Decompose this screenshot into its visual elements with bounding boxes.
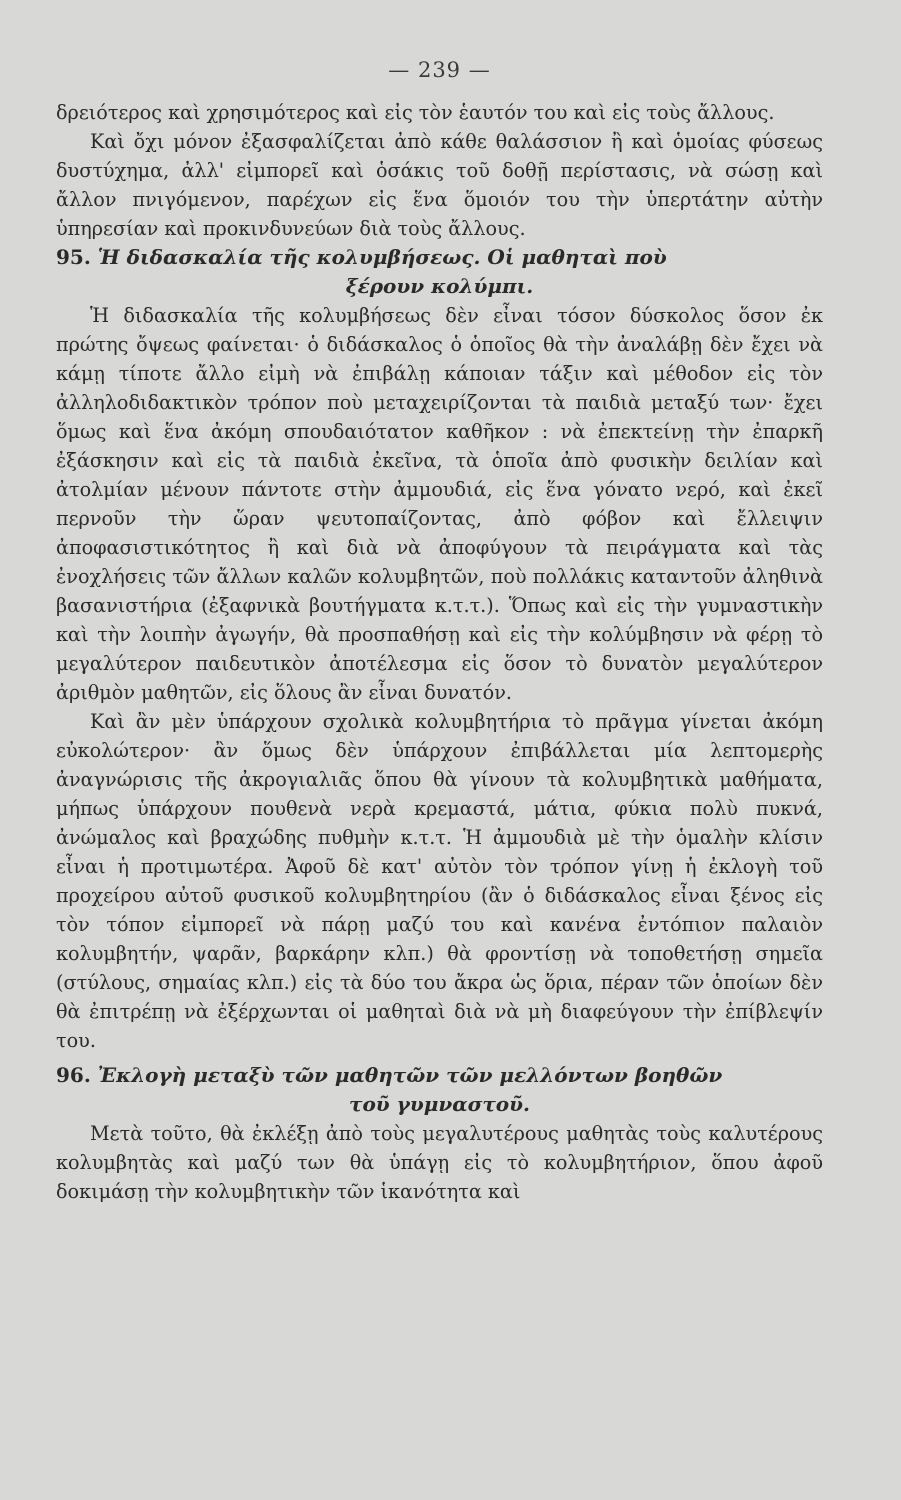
heading-96-line2: τοῦ γυμναστοῦ. [348, 1092, 530, 1116]
paragraph-pools: Καὶ ἂν μὲν ὑπάρχουν σχολικὰ κολυμβητήρια τὸ πρᾶγμα γίνεται ἀκόμη εὐκολώτερον· ἂν ὅμως δὲν ὑπάρχουν ἐπιβάλλεται μία λεπτομερὴς ἀναγνώρισις τῆς ἀκρογιαλιᾶς ὅπου θὰ γίνουν τὰ κολυμβητικὰ μαθήματα, μήπως ὑπάρχουν πουθενὰ νερὰ κρεμαστά, μάτια, φύκια πολὺ πυκνά, ἀνώμαλος καὶ βραχώδης πυθμὴν κ.τ.τ. Ἡ ἀμμουδιὰ μὲ τὴν ὁμαλὴν κλίσιν εἶναι ἡ προτιμωτέρα. Ἀφοῦ δὲ κατ' αὐτὸν τὸν τρόπον γίνῃ ἡ ἐκλογὴ τοῦ προχείρου αὐτοῦ φυσικοῦ κολυμβητηρίου (ἂν ὁ διδάσκαλος εἶναι ξένος εἰς τὸν τόπον εἰμπορεῖ νὰ πάρῃ μαζύ του καὶ κανένα ἐντόπιον παλαιὸν κολυμβητήν, ψαρᾶν, βαρκάρην κλπ.) θὰ φροντίσῃ νὰ τοποθετήσῃ σημεῖα (στύλους, σημαίας κλπ.) εἰς τὰ δύο του ἄκρα ὡς ὅρια, πέραν τῶν ὁποίων δὲν θὰ ἐπιτρέπῃ νὰ ἐξέρχωνται οἱ μαθηταὶ διὰ νὰ μὴ διαφεύγουν τὴν ἐπίβλεψίν του. [56, 710, 823, 1052]
paragraph-continuation: δρειότερος καὶ χρησιμότερος καὶ εἰς τὸν ἑαυτόν του καὶ εἰς τοὺς ἄλλους. [56, 101, 775, 124]
paragraph-teaching: Ἡ διδασκαλία τῆς κολυμβήσεως δὲν εἶναι τόσον δύσκολος ὅσον ἐκ πρώτης ὄψεως φαίνεται· ὁ διδάσκαλος ὁ ὁποῖος θὰ τὴν ἀναλάβῃ δὲν ἔχει νὰ κάμῃ τίποτε ἄλλο εἰμὴ νὰ ἐπιβάλῃ κάποιαν τάξιν καὶ μέθοδον εἰς τὸν ἀλληλοδιδακτικὸν τρόπον ποὺ μεταχειρίζονται τὰ παιδιὰ μεταξύ των· ἔχει ὅμως καὶ ἕνα ἀκόμη σπουδαιότατον καθῆκον : νὰ ἐπεκτείνῃ τὴν ἐπαρκῆ ἐξάσκησιν καὶ εἰς τὰ παιδιὰ ἐκεῖνα, τὰ ὁποῖα ἀπὸ φυσικὴν δειλίαν καὶ ἀτολμίαν μένουν πάντοτε στὴν ἀμμουδιά, εἰς ἕνα γόνατο νερό, καὶ ἐκεῖ περνοῦν τὴν ὥραν ψευτοπαίζοντας, ἀπὸ φόβον καὶ ἔλλειψιν ἀποφασιστικότητος ἢ καὶ διὰ νὰ ἀποφύγουν τὰ πειράγματα καὶ τὰς ἐνοχλήσεις τῶν ἄλλων καλῶν κολυμβητῶν, ποὺ πολλάκις καταντοῦν ἀληθινὰ βασανιστήρια (ἐξαφνικὰ βουτήγματα κ.τ.τ.). Ὅπως καὶ εἰς τὴν γυμναστικὴν καὶ τὴν λοιπὴν ἀγωγήν, θὰ προσπαθήσῃ καὶ εἰς τὴν κολύμβησιν νὰ φέρῃ τὸ μεγαλύτερον παιδευτικὸν ἀποτέλεσμα εἰς ὅσον τὸ δυνατὸν μεγαλύτερον ἀριθμὸν μαθητῶν, εἰς ὅλους ἂν εἶναι δυνατόν. [56, 304, 823, 704]
heading-95-number: 95. [56, 245, 91, 269]
heading-96-number: 96. [56, 1063, 91, 1087]
heading-96-line1 [56, 1061, 823, 1090]
section-heading-96 [56, 1061, 823, 1119]
page-number: — 239 — [388, 58, 491, 82]
heading-95-title: Ἡ διδασκαλία τῆς κολυμβήσεως. Οἱ μαθηταὶ ποὺ [97, 245, 667, 269]
paragraph-selection: Μετὰ τοῦτο, θὰ ἐκλέξῃ ἀπὸ τοὺς μεγαλυτέρους μαθητὰς τοὺς καλυτέρους κολυμβητὰς καὶ μαζύ των θὰ ὑπάγῃ εἰς τὸ κολυμβητήριον, ὅπου ἀφοῦ δοκιμάσῃ τὴν κολυμβητικὴν τῶν ἱκανότητα καὶ [56, 1122, 823, 1203]
heading-95-line1 [56, 243, 823, 272]
section-heading-95 [56, 243, 823, 301]
heading-96-title: Ἐκλογὴ μεταξὺ τῶν μαθητῶν τῶν μελλόντων βοηθῶν [97, 1063, 723, 1087]
heading-95-line2: ξέρουν κολύμπι. [345, 274, 534, 298]
paragraph-safety: Καὶ ὄχι μόνον ἐξασφαλίζεται ἀπὸ κάθε θαλάσσιον ἢ καὶ ὁμοίας φύσεως δυστύχημα, ἀλλ' εἰμπορεῖ καὶ ὁσάκις τοῦ δοθῇ περίστασις, νὰ σώσῃ καὶ ἄλλον πνιγόμενον, παρέχων εἰς ἕνα ὅμοιόν του τὴν ὑπερτάτην αὐτὴν ὑπηρεσίαν καὶ προκινδυνεύων διὰ τοὺς ἄλλους. [56, 130, 823, 240]
